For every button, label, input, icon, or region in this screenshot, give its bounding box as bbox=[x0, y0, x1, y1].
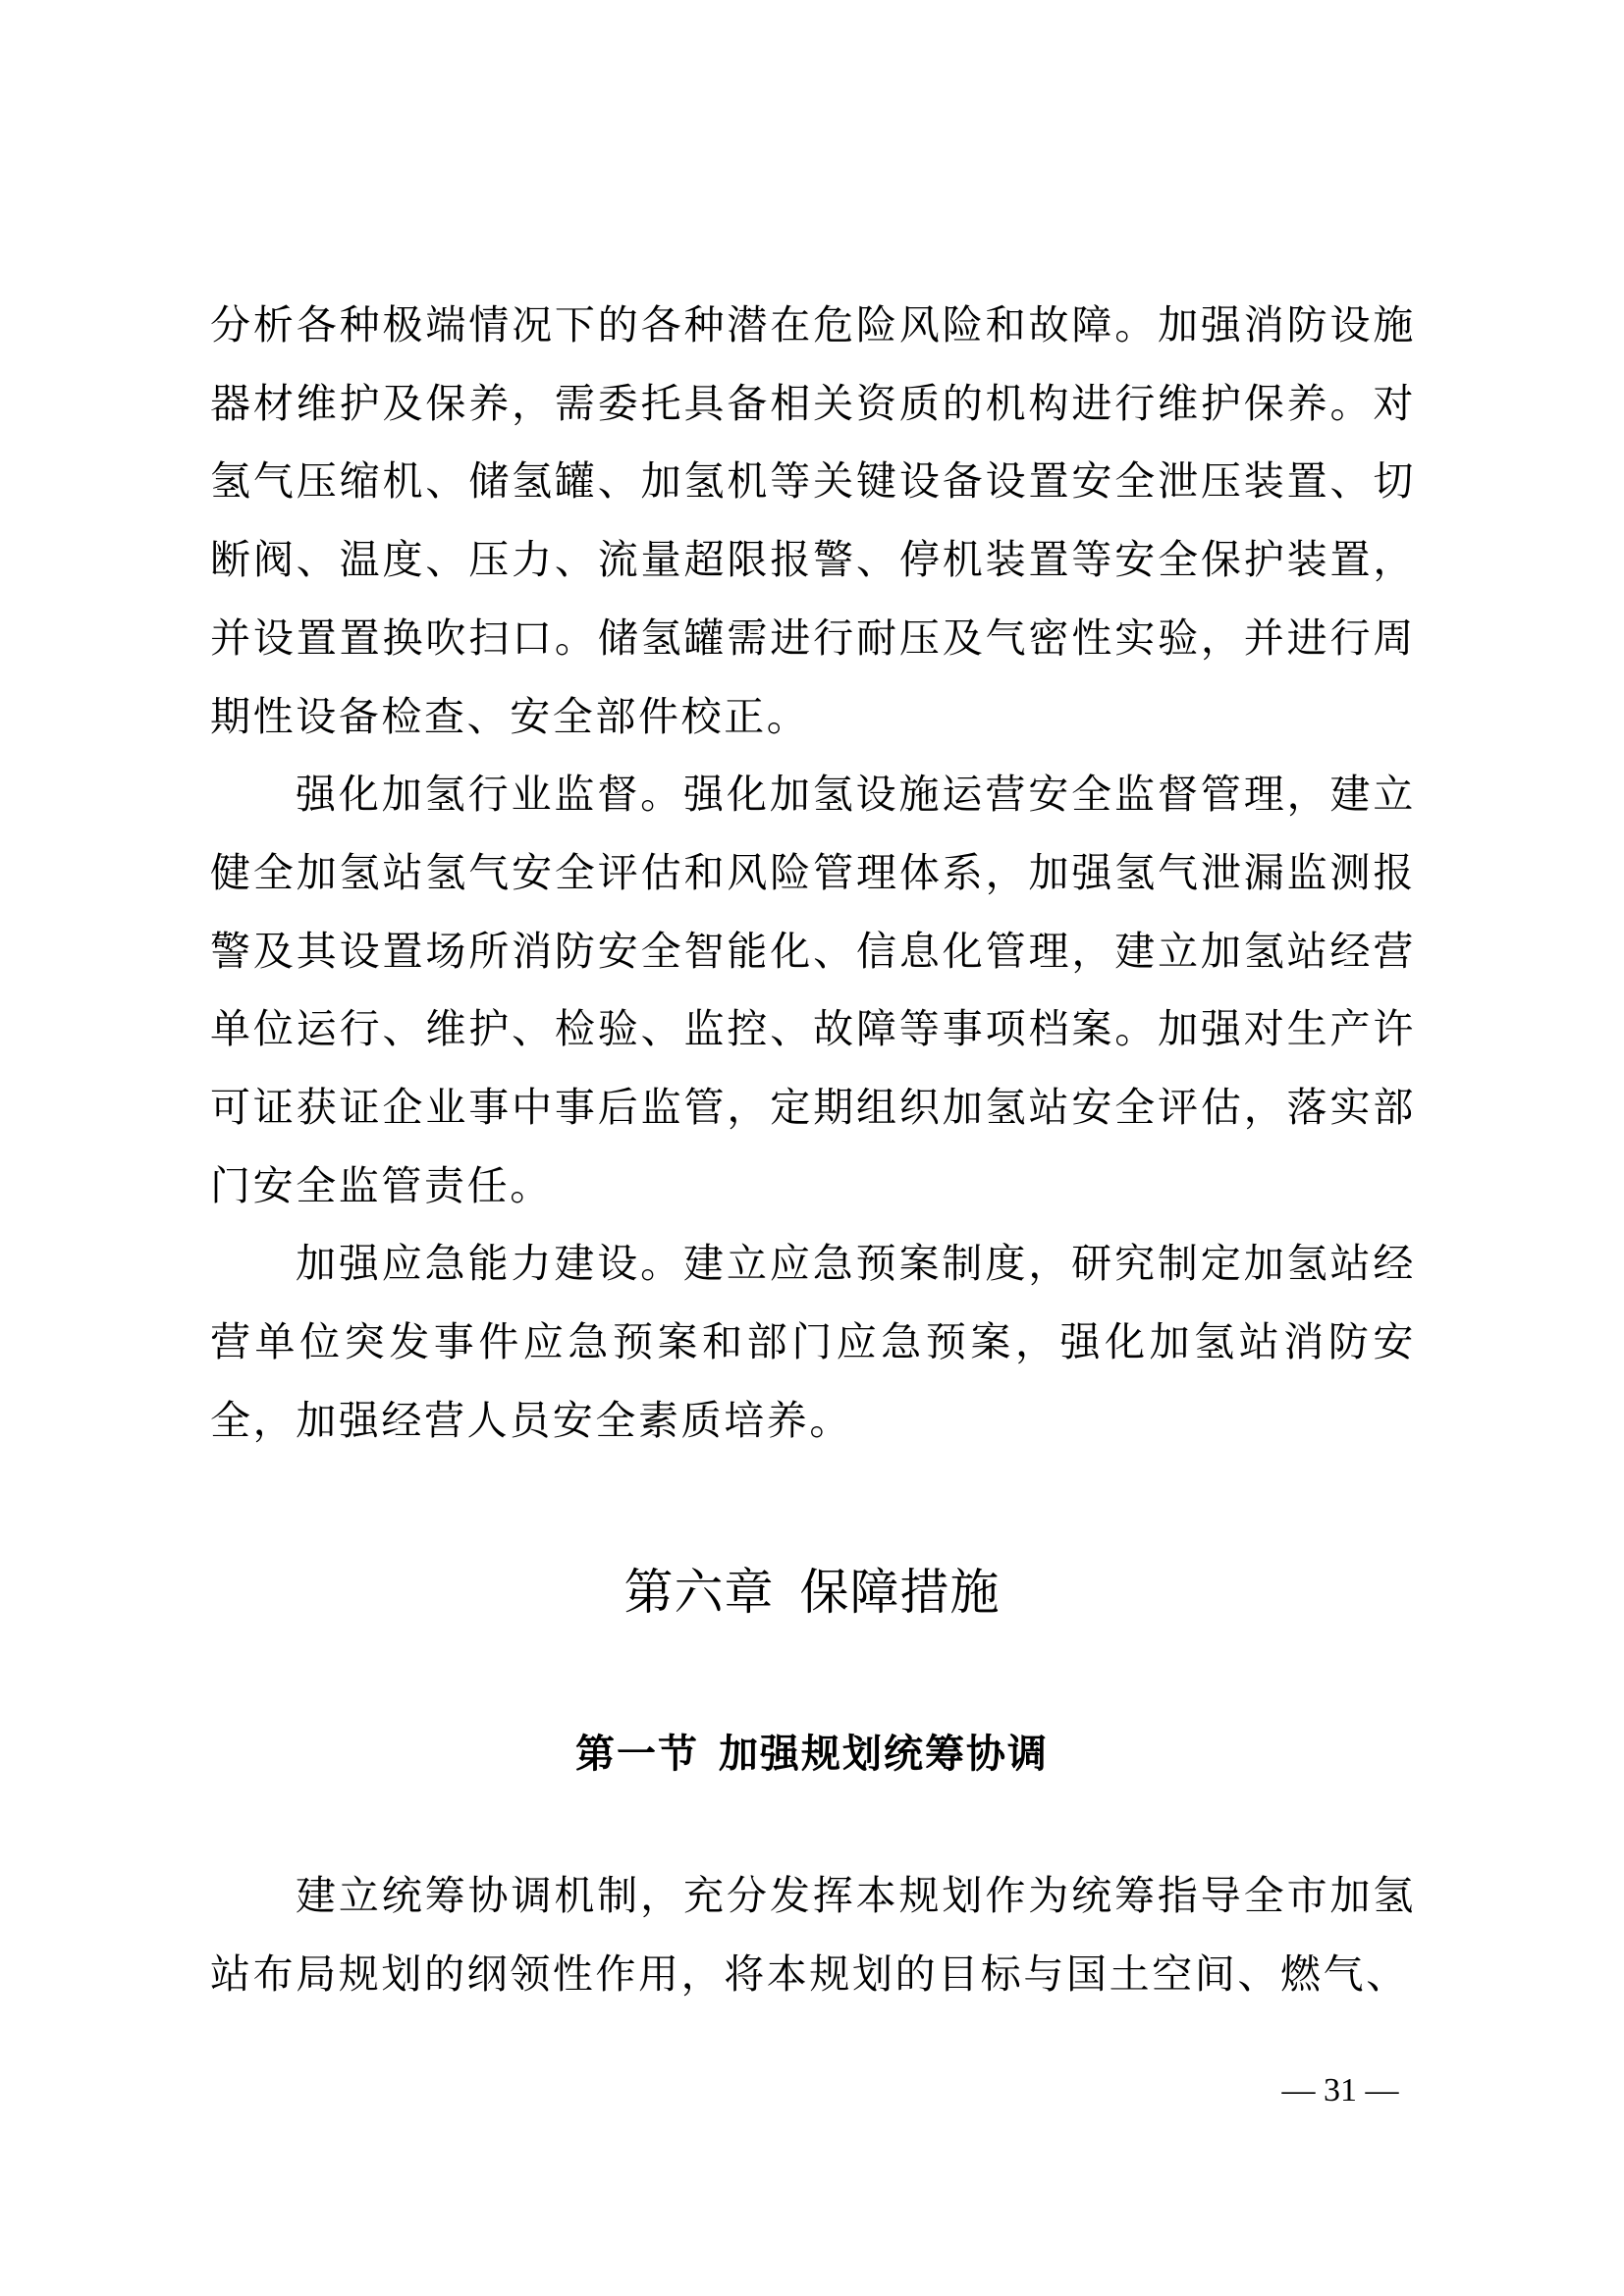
paragraph-industry-supervision: 强化加氢行业监督。强化加氢设施运营安全监督管理，建立健全加氢站氢气安全评估和风险管理体系，加强氢气泄漏监测报警及其设置场所消防安全智能化、信息化管理，建立加氢站经营单位运行、维护、检验、监控、故障等事项档案。加强对生产许可证获证企业事中事后监管，定期组织加氢站安全评估，落实部门安全监管责任。 bbox=[210, 771, 1416, 1209]
body-text-block-1 bbox=[210, 287, 1416, 1461]
paragraph-coordination-mechanism: 建立统筹协调机制，充分发挥本规划作为统筹指导全市加氢站布局规划的纲领性作用，将本规划的目标与国土空间、燃气、 bbox=[210, 1872, 1416, 1998]
chapter-heading bbox=[0, 1563, 1624, 1622]
chapter-title: 保障措施 bbox=[799, 1564, 1001, 1621]
chapter-number: 第六章 bbox=[623, 1564, 775, 1621]
section-title: 加强规划统筹协调 bbox=[719, 1732, 1049, 1777]
section-heading bbox=[0, 1730, 1624, 1779]
section-number: 第一节 bbox=[575, 1732, 699, 1777]
page-number: — 31 — bbox=[1281, 2072, 1399, 2109]
body-text-block-2 bbox=[210, 1857, 1416, 2013]
paragraph-emergency-capability: 加强应急能力建设。建立应急预案制度，研究制定加氢站经营单位突发事件应急预案和部门应急预案，强化加氢站消防安全，加强经营人员安全素质培养。 bbox=[210, 1240, 1416, 1444]
paragraph-equipment-safety: 分析各种极端情况下的各种潜在危险风险和故障。加强消防设施器材维护及保养，需委托具备相关资质的机构进行维护保养。对氢气压缩机、储氢罐、加氢机等关键设备设置安全泄压装置、切断阀、温度、压力、流量超限报警、停机装置等安全保护装置，并设置置换吹扫口。储氢罐需进行耐压及气密性实验，并进行周期性设备检查、安全部件校正。 bbox=[210, 301, 1416, 740]
